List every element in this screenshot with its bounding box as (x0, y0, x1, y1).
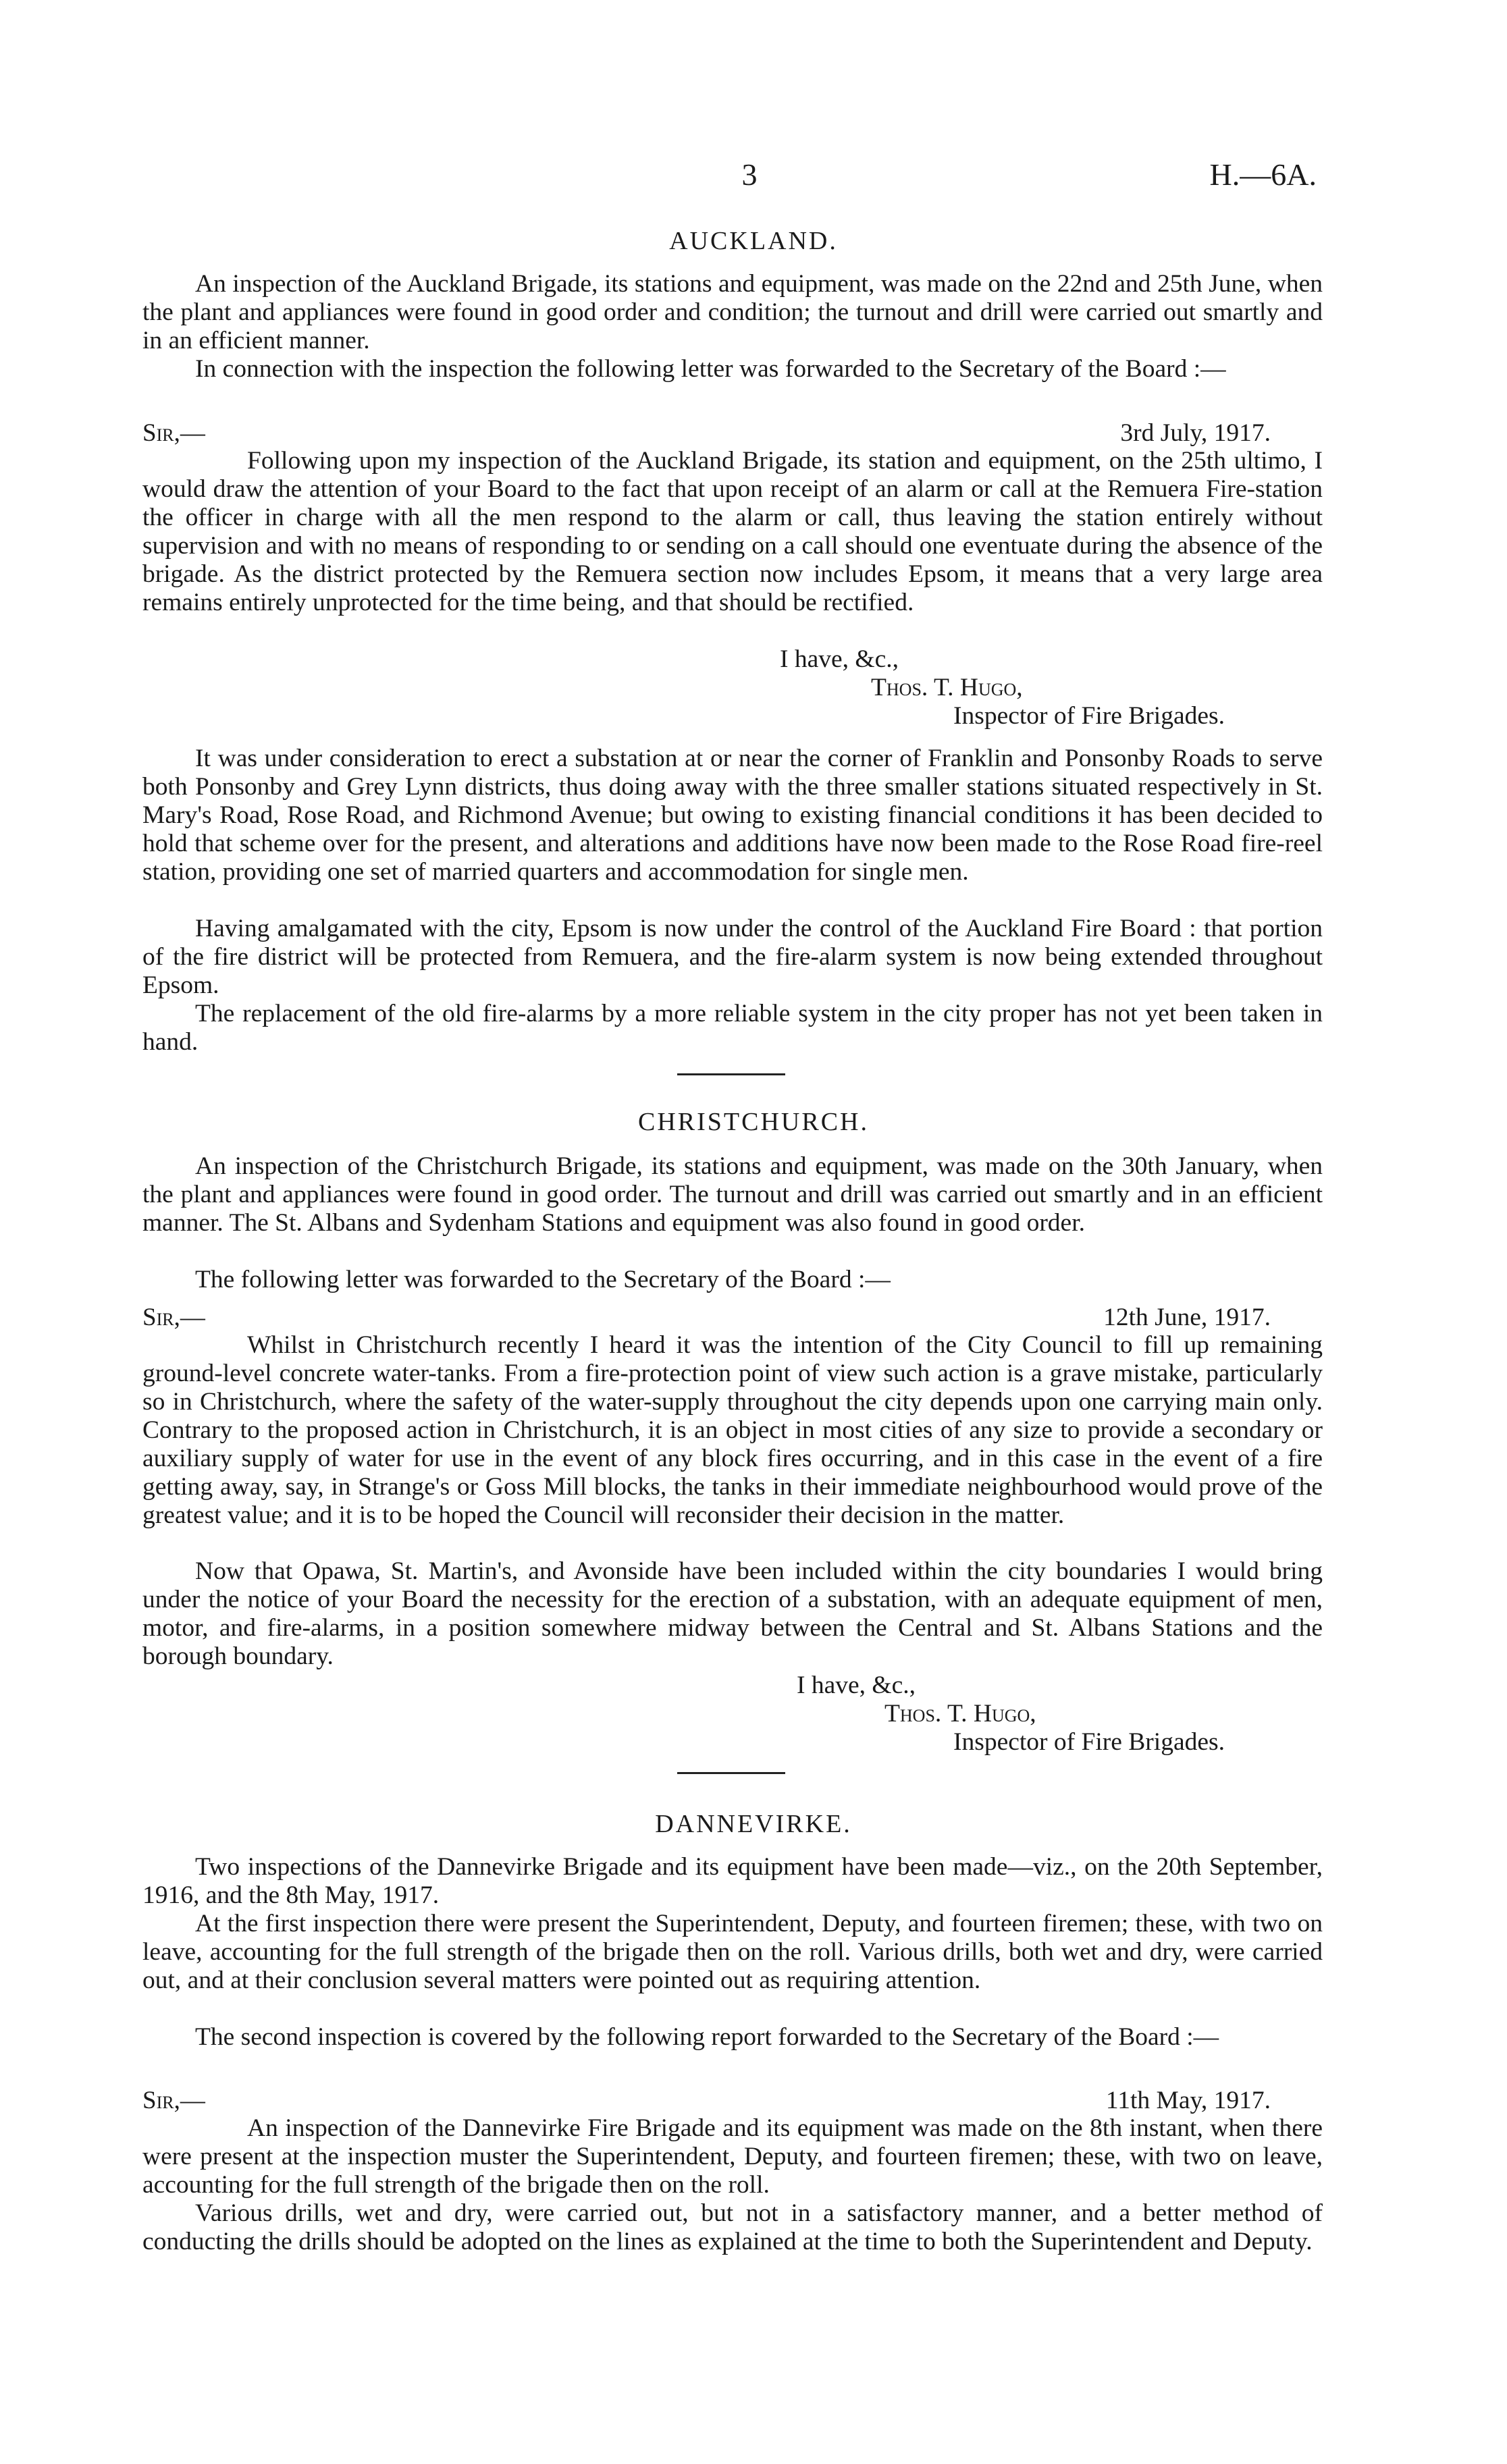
christchurch-signature-name: Thos. T. Hugo, (884, 1700, 1036, 1728)
dannevirke-paragraph-2: At the first inspection there were present the Superintendent, Deputy, and fourteen firemen; these, with two on leave, accounting for the full strength of the brigade then on the roll. Various drills, both wet and dry, were carried out, and at their conclusion several matters were pointed out as requiring attention. (142, 1910, 1323, 1994)
auckland-paragraph-2: In connection with the inspection the following letter was forwarded to the Secretary of the Board :— (195, 355, 1226, 383)
auckland-letter-body: Following upon my inspection of the Auckland Brigade, its station and equipment, on the 25th ultimo, I would draw the attention of your Board to the fact that upon receipt of an alarm or call at the Remuera Fire-station the officer in charge with all the men respond to the alarm or call, thus leaving the station entirely without supervision and with no means of responding to or sending on a call should one eventuate during the absence of the brigade. As the district protected by the Remuera section now includes Epsom, it means that a very large area remains entirely unprotected for the time being, and that should be rectified. (142, 447, 1323, 616)
christchurch-signoff: I have, &c., (797, 1671, 916, 1699)
dannevirke-salutation: Sir,— (142, 2087, 205, 2114)
section-heading-auckland: AUCKLAND. (669, 227, 838, 255)
auckland-letter-date: 3rd July, 1917. (1120, 419, 1271, 447)
auckland-signoff: I have, &c., (780, 645, 899, 673)
auckland-signature-title: Inspector of Fire Brigades. (953, 702, 1225, 730)
auckland-paragraph-5: The replacement of the old fire-alarms by a more reliable system in the city proper has not yet been taken in hand. (142, 1000, 1323, 1056)
christchurch-signature-title: Inspector of Fire Brigades. (953, 1728, 1225, 1756)
auckland-paragraph-3: It was under consideration to erect a substation at or near the corner of Franklin and Ponsonby Roads to serve both Ponsonby and Grey Lynn districts, thus doing away with the three smaller stations situated respectively in St. Mary's Road, Rose Road, and Richmond Avenue; but owing to existing financial conditions it has been decided to hold that scheme over for the present, and alterations and additions have now been made to the Rose Road fire-reel station, providing one set of married quarters and accommodation for single men. (142, 745, 1323, 886)
section-divider (677, 1073, 785, 1075)
dannevirke-paragraph-1: Two inspections of the Dannevirke Brigade and its equipment have been made—viz., on the 20th September, 1916, and the 8th May, 1917. (142, 1853, 1323, 1909)
christchurch-letter-paragraph-2: Now that Opawa, St. Martin's, and Avonside have been included within the city boundaries I would bring under the notice of your Board the necessity for the erection of a substation, with an adequate equipment of men, motor, and fire-alarms, in a position somewhere midway between the Central and St. Albans Stations and the borough boundary. (142, 1557, 1323, 1670)
auckland-paragraph-1: An inspection of the Auckland Brigade, its stations and equipment, was made on the 22nd and 25th June, when the plant and appliances were found in good order and condition; the turnout and drill were carried out smartly and in an efficient manner. (142, 270, 1323, 354)
christchurch-letter-body: Whilst in Christchurch recently I heard it was the intention of the City Council to fill up remaining ground-level concrete water-tanks. From a fire-protection point of view such action is a grave mistake, particularly so in Christchurch, where the safety of the water-supply throughout the city depends upon one carrying main only. Contrary to the proposed action in Christchurch, it is an object in most cities of any size to provide a secondary or auxiliary supply of water for use in the event of any block fires occurring, and in this case in the event of a fire getting away, say, in Strange's or Goss Mill blocks, the tanks in their immediate neighbourhood would prove of the greatest value; and it is to be hoped the Council will reconsider their decision in the matter. (142, 1331, 1323, 1529)
christchurch-paragraph-2: The following letter was forwarded to the Secretary of the Board :— (195, 1266, 891, 1293)
page-number: 3 (741, 157, 758, 192)
document-reference: H.—6A. (1209, 157, 1317, 192)
dannevirke-letter-date: 11th May, 1917. (1105, 2087, 1271, 2114)
section-heading-christchurch: CHRISTCHURCH. (638, 1108, 869, 1136)
auckland-paragraph-4: Having amalgamated with the city, Epsom is now under the control of the Auckland Fire Board : that portion of the fire district will be protected from Remuera, and the fire-alarm system is now being extended throughout Epsom. (142, 915, 1323, 999)
christchurch-paragraph-1: An inspection of the Christchurch Brigade, its stations and equipment, was made on the 30th January, when the plant and appliances were found in good order. The turnout and drill was carried out smartly and in an efficient manner. The St. Albans and Sydenham Stations and equipment was also found in good order. (142, 1152, 1323, 1237)
christchurch-salutation: Sir,— (142, 1304, 205, 1331)
auckland-salutation: Sir,— (142, 419, 205, 447)
dannevirke-letter-paragraph-2: Various drills, wet and dry, were carried out, but not in a satisfactory manner, and a better method of conducting the drills should be adopted on the lines as explained at the time to both the Superintendent and Deputy. (142, 2199, 1323, 2255)
section-divider (677, 1772, 785, 1774)
dannevirke-letter-body: An inspection of the Dannevirke Fire Brigade and its equipment was made on the 8th instant, when there were present at the inspection muster the Superintendent, Deputy, and fourteen firemen; these, with two on leave, accounting for the full strength of the brigade then on the roll. (142, 2114, 1323, 2199)
christchurch-letter-date: 12th June, 1917. (1103, 1304, 1271, 1331)
auckland-signature-name: Thos. T. Hugo, (871, 674, 1023, 701)
section-heading-dannevirke: DANNEVIRKE. (655, 1810, 852, 1838)
dannevirke-paragraph-3: The second inspection is covered by the following report forwarded to the Secretary of the Board :— (195, 2023, 1219, 2051)
